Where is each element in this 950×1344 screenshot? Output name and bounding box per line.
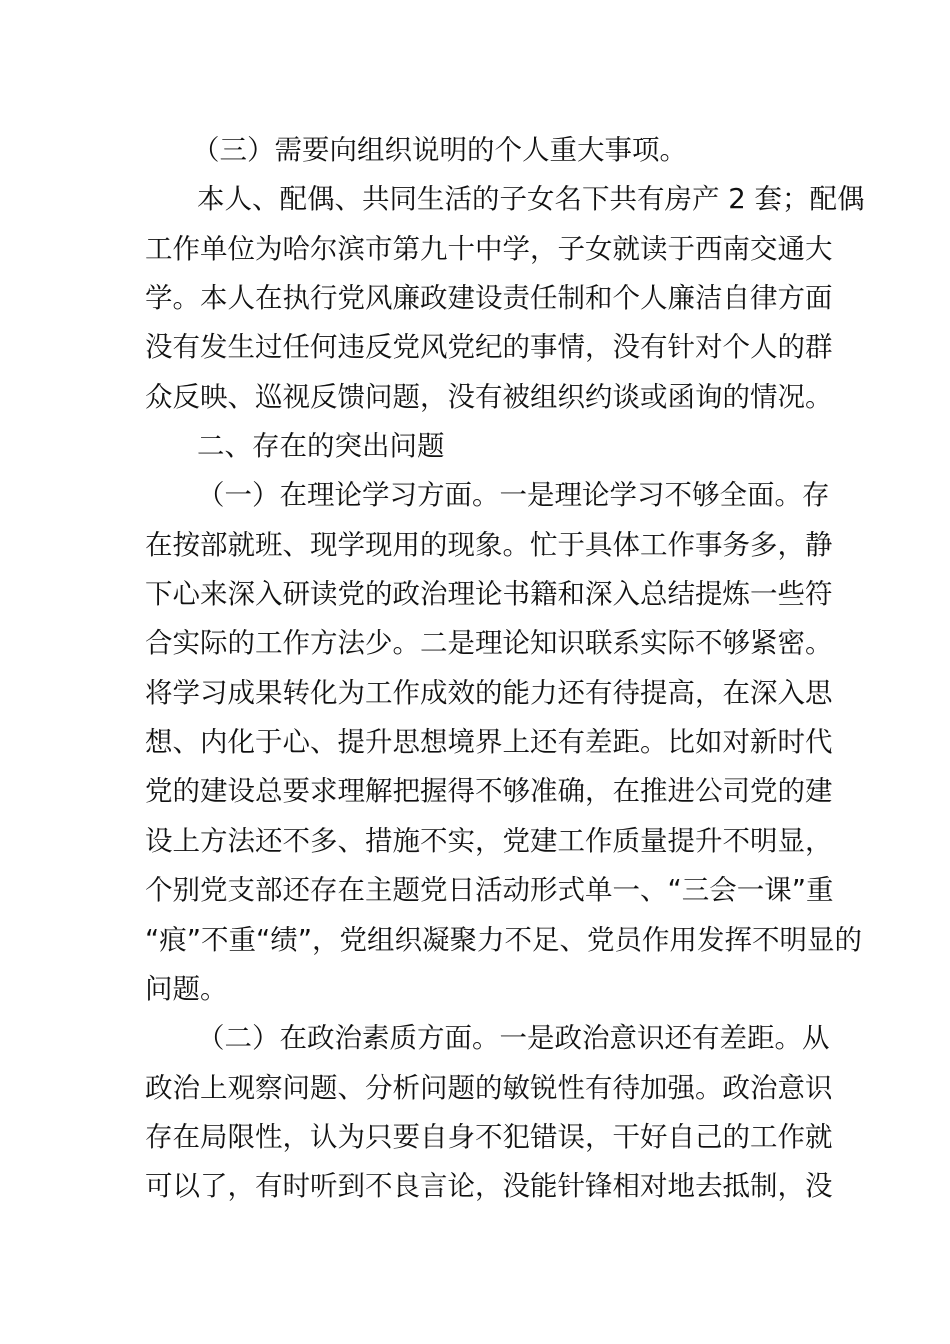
paragraph-line: 没有发生过任何违反党风党纪的事情，没有针对个人的群 xyxy=(145,331,833,364)
paragraph-line: （二）在政治素质方面。一是政治意识还有差距。从 xyxy=(197,1022,830,1055)
paragraph-line: 党的建设总要求理解把握得不够准确，在推进公司党的建 xyxy=(145,775,833,808)
paragraph-line: 想、内化于心、提升思想境界上还有差距。比如对新时代 xyxy=(145,726,833,759)
paragraph-line: 可以了，有时听到不良言论，没能针锋相对地去抵制，没 xyxy=(145,1170,833,1203)
paragraph-line: 本人、配偶、共同生活的子女名下共有房产 2 套；配偶 xyxy=(197,183,865,216)
paragraph-line: 合实际的工作方法少。二是理论知识联系实际不够紧密。 xyxy=(145,627,833,660)
paragraph-line: 个别党支部还存在主题党日活动形式单一、“三会一课”重 xyxy=(145,874,834,907)
section-heading-outstanding-problems: 二、存在的突出问题 xyxy=(197,430,445,463)
paragraph-line: （一）在理论学习方面。一是理论学习不够全面。存 xyxy=(197,479,830,512)
paragraph-line: “痕”不重“绩”，党组织凝聚力不足、党员作用发挥不明显的 xyxy=(145,923,862,956)
paragraph-line: 学。本人在执行党风廉政建设责任制和个人廉洁自律方面 xyxy=(145,282,833,315)
section-heading-personal-matters: （三）需要向组织说明的个人重大事项。 xyxy=(192,134,687,166)
paragraph-line: 下心来深入研读党的政治理论书籍和深入总结提炼一些符 xyxy=(145,578,833,611)
paragraph-line: 将学习成果转化为工作成效的能力还有待提高，在深入思 xyxy=(145,676,833,709)
paragraph-line: 工作单位为哈尔滨市第九十中学，子女就读于西南交通大 xyxy=(145,232,833,265)
paragraph-line: 问题。 xyxy=(145,972,228,1005)
paragraph-line: 在按部就班、现学现用的现象。忙于具体工作事务多，静 xyxy=(145,528,833,561)
document-body xyxy=(145,126,865,1212)
paragraph-line: 政治上观察问题、分析问题的敏锐性有待加强。政治意识 xyxy=(145,1071,833,1104)
paragraph-line: 存在局限性，认为只要自身不犯错误，干好自己的工作就 xyxy=(145,1120,833,1153)
paragraph-line: 设上方法还不多、措施不实，党建工作质量提升不明显， xyxy=(145,824,833,857)
paragraph-line: 众反映、巡视反馈问题，没有被组织约谈或函询的情况。 xyxy=(145,380,833,413)
